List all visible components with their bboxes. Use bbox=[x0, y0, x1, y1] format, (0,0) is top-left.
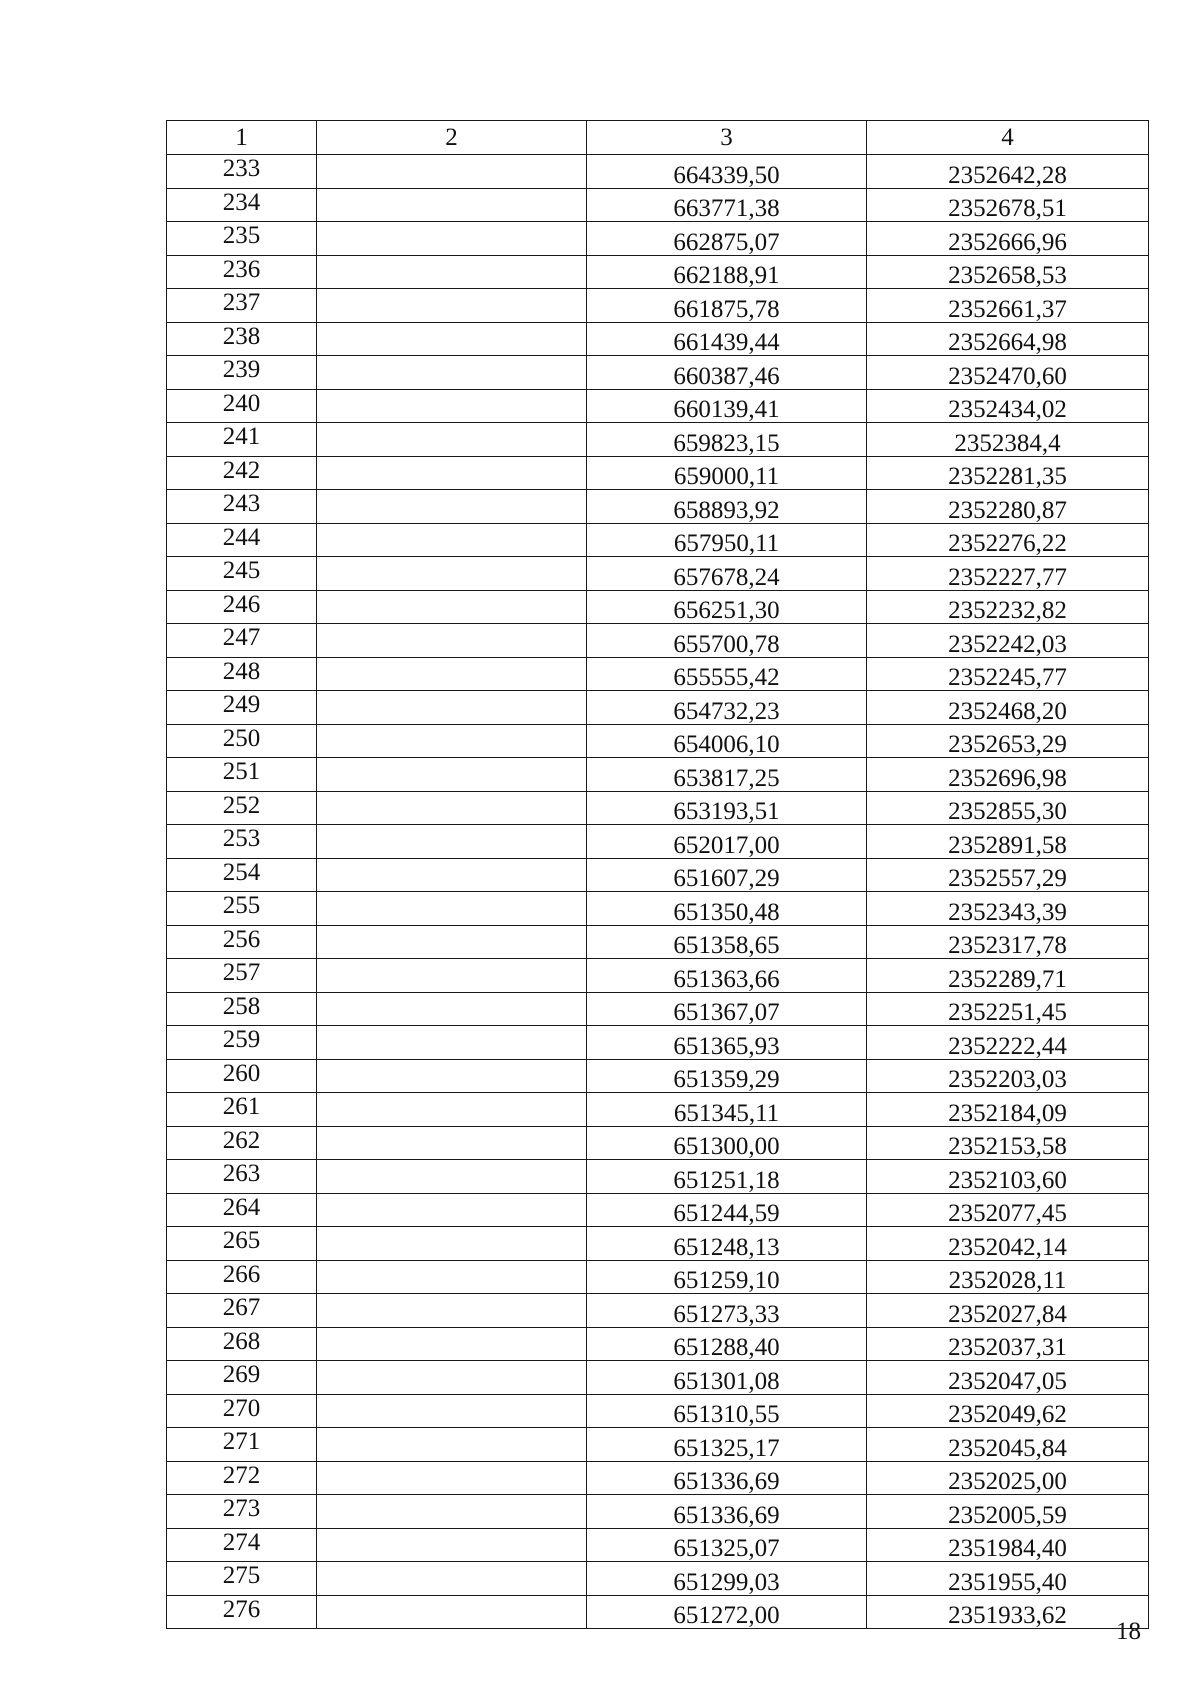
table-row bbox=[167, 1461, 1149, 1495]
table-row bbox=[167, 992, 1149, 1026]
description-cell bbox=[317, 557, 587, 591]
description-cell bbox=[317, 925, 587, 959]
description-cell bbox=[317, 1562, 587, 1596]
y-coordinate-cell: 2352037,31 bbox=[867, 1327, 1149, 1361]
x-coordinate-cell: 651251,18 bbox=[587, 1160, 867, 1194]
y-coordinate-cell: 2352042,14 bbox=[867, 1227, 1149, 1261]
description-cell bbox=[317, 1327, 587, 1361]
point-number-cell: 254 bbox=[167, 858, 317, 892]
table-row bbox=[167, 1595, 1149, 1629]
point-number-cell: 245 bbox=[167, 557, 317, 591]
point-number-cell: 255 bbox=[167, 892, 317, 926]
description-cell bbox=[317, 1093, 587, 1127]
point-number-cell: 241 bbox=[167, 423, 317, 457]
x-coordinate-cell: 651359,29 bbox=[587, 1059, 867, 1093]
description-cell bbox=[317, 724, 587, 758]
table-row bbox=[167, 456, 1149, 490]
description-cell bbox=[317, 523, 587, 557]
y-coordinate-cell: 2352664,98 bbox=[867, 322, 1149, 356]
point-number-cell: 265 bbox=[167, 1227, 317, 1261]
y-coordinate-cell: 2352025,00 bbox=[867, 1461, 1149, 1495]
description-cell bbox=[317, 456, 587, 490]
point-number-cell: 242 bbox=[167, 456, 317, 490]
point-number-cell: 256 bbox=[167, 925, 317, 959]
point-number-cell: 261 bbox=[167, 1093, 317, 1127]
description-cell bbox=[317, 1495, 587, 1529]
x-coordinate-cell: 659823,15 bbox=[587, 423, 867, 457]
description-cell bbox=[317, 322, 587, 356]
point-number-cell: 275 bbox=[167, 1562, 317, 1596]
coordinates-table bbox=[166, 120, 1149, 1629]
x-coordinate-cell: 657678,24 bbox=[587, 557, 867, 591]
description-cell bbox=[317, 1428, 587, 1462]
header-cell-col-2: 2 bbox=[317, 121, 587, 155]
y-coordinate-cell: 2352203,03 bbox=[867, 1059, 1149, 1093]
table-row bbox=[167, 155, 1149, 189]
point-number-cell: 238 bbox=[167, 322, 317, 356]
description-cell bbox=[317, 1026, 587, 1060]
page-number: 18 bbox=[1116, 1618, 1141, 1645]
description-cell bbox=[317, 624, 587, 658]
point-number-cell: 235 bbox=[167, 222, 317, 256]
y-coordinate-cell: 2352153,58 bbox=[867, 1126, 1149, 1160]
point-number-cell: 234 bbox=[167, 188, 317, 222]
table-row bbox=[167, 255, 1149, 289]
point-number-cell: 253 bbox=[167, 825, 317, 859]
point-number-cell: 244 bbox=[167, 523, 317, 557]
table-row bbox=[167, 590, 1149, 624]
table-row bbox=[167, 691, 1149, 725]
point-number-cell: 240 bbox=[167, 389, 317, 423]
point-number-cell: 267 bbox=[167, 1294, 317, 1328]
point-number-cell: 259 bbox=[167, 1026, 317, 1060]
x-coordinate-cell: 657950,11 bbox=[587, 523, 867, 557]
x-coordinate-cell: 651272,00 bbox=[587, 1595, 867, 1629]
description-cell bbox=[317, 289, 587, 323]
table-row bbox=[167, 1160, 1149, 1194]
point-number-cell: 262 bbox=[167, 1126, 317, 1160]
table-header bbox=[167, 121, 1149, 155]
description-cell bbox=[317, 255, 587, 289]
table-row bbox=[167, 1327, 1149, 1361]
y-coordinate-cell: 2352642,28 bbox=[867, 155, 1149, 189]
description-cell bbox=[317, 858, 587, 892]
x-coordinate-cell: 658893,92 bbox=[587, 490, 867, 524]
point-number-cell: 236 bbox=[167, 255, 317, 289]
y-coordinate-cell: 2352049,62 bbox=[867, 1394, 1149, 1428]
y-coordinate-cell: 2352434,02 bbox=[867, 389, 1149, 423]
x-coordinate-cell: 651273,33 bbox=[587, 1294, 867, 1328]
x-coordinate-cell: 661439,44 bbox=[587, 322, 867, 356]
table-row bbox=[167, 791, 1149, 825]
description-cell bbox=[317, 1394, 587, 1428]
table-row bbox=[167, 1193, 1149, 1227]
table-row bbox=[167, 758, 1149, 792]
x-coordinate-cell: 651367,07 bbox=[587, 992, 867, 1026]
y-coordinate-cell: 2351955,40 bbox=[867, 1562, 1149, 1596]
x-coordinate-cell: 653193,51 bbox=[587, 791, 867, 825]
table-row bbox=[167, 925, 1149, 959]
table-row bbox=[167, 557, 1149, 591]
table-row bbox=[167, 892, 1149, 926]
description-cell bbox=[317, 691, 587, 725]
x-coordinate-cell: 651336,69 bbox=[587, 1495, 867, 1529]
description-cell bbox=[317, 155, 587, 189]
x-coordinate-cell: 652017,00 bbox=[587, 825, 867, 859]
point-number-cell: 247 bbox=[167, 624, 317, 658]
y-coordinate-cell: 2352005,59 bbox=[867, 1495, 1149, 1529]
description-cell bbox=[317, 657, 587, 691]
header-cell-col-3: 3 bbox=[587, 121, 867, 155]
y-coordinate-cell: 2352468,20 bbox=[867, 691, 1149, 725]
table-row bbox=[167, 1227, 1149, 1261]
point-number-cell: 263 bbox=[167, 1160, 317, 1194]
x-coordinate-cell: 651299,03 bbox=[587, 1562, 867, 1596]
description-cell bbox=[317, 791, 587, 825]
point-number-cell: 243 bbox=[167, 490, 317, 524]
table-row bbox=[167, 423, 1149, 457]
y-coordinate-cell: 2352343,39 bbox=[867, 892, 1149, 926]
x-coordinate-cell: 661875,78 bbox=[587, 289, 867, 323]
description-cell bbox=[317, 356, 587, 390]
point-number-cell: 274 bbox=[167, 1528, 317, 1562]
x-coordinate-cell: 651300,00 bbox=[587, 1126, 867, 1160]
table-row bbox=[167, 1126, 1149, 1160]
x-coordinate-cell: 651301,08 bbox=[587, 1361, 867, 1395]
header-cell-col-1: 1 bbox=[167, 121, 317, 155]
y-coordinate-cell: 2352103,60 bbox=[867, 1160, 1149, 1194]
description-cell bbox=[317, 1126, 587, 1160]
description-cell bbox=[317, 188, 587, 222]
description-cell bbox=[317, 758, 587, 792]
x-coordinate-cell: 664339,50 bbox=[587, 155, 867, 189]
table-row bbox=[167, 1093, 1149, 1127]
point-number-cell: 260 bbox=[167, 1059, 317, 1093]
y-coordinate-cell: 2352661,37 bbox=[867, 289, 1149, 323]
x-coordinate-cell: 655700,78 bbox=[587, 624, 867, 658]
y-coordinate-cell: 2352653,29 bbox=[867, 724, 1149, 758]
point-number-cell: 264 bbox=[167, 1193, 317, 1227]
y-coordinate-cell: 2352232,82 bbox=[867, 590, 1149, 624]
point-number-cell: 269 bbox=[167, 1361, 317, 1395]
point-number-cell: 258 bbox=[167, 992, 317, 1026]
point-number-cell: 250 bbox=[167, 724, 317, 758]
point-number-cell: 233 bbox=[167, 155, 317, 189]
x-coordinate-cell: 651310,55 bbox=[587, 1394, 867, 1428]
x-coordinate-cell: 656251,30 bbox=[587, 590, 867, 624]
y-coordinate-cell: 2352470,60 bbox=[867, 356, 1149, 390]
x-coordinate-cell: 655555,42 bbox=[587, 657, 867, 691]
description-cell bbox=[317, 490, 587, 524]
point-number-cell: 276 bbox=[167, 1595, 317, 1629]
description-cell bbox=[317, 590, 587, 624]
table-row bbox=[167, 1428, 1149, 1462]
x-coordinate-cell: 651607,29 bbox=[587, 858, 867, 892]
table-row bbox=[167, 1260, 1149, 1294]
description-cell bbox=[317, 389, 587, 423]
y-coordinate-cell: 2352028,11 bbox=[867, 1260, 1149, 1294]
y-coordinate-cell: 2352658,53 bbox=[867, 255, 1149, 289]
x-coordinate-cell: 651325,07 bbox=[587, 1528, 867, 1562]
description-cell bbox=[317, 423, 587, 457]
y-coordinate-cell: 2352045,84 bbox=[867, 1428, 1149, 1462]
table-row bbox=[167, 657, 1149, 691]
y-coordinate-cell: 2352317,78 bbox=[867, 925, 1149, 959]
x-coordinate-cell: 653817,25 bbox=[587, 758, 867, 792]
y-coordinate-cell: 2352281,35 bbox=[867, 456, 1149, 490]
table-row bbox=[167, 624, 1149, 658]
table-row bbox=[167, 289, 1149, 323]
y-coordinate-cell: 2352666,96 bbox=[867, 222, 1149, 256]
x-coordinate-cell: 662188,91 bbox=[587, 255, 867, 289]
x-coordinate-cell: 662875,07 bbox=[587, 222, 867, 256]
description-cell bbox=[317, 1059, 587, 1093]
point-number-cell: 237 bbox=[167, 289, 317, 323]
point-number-cell: 266 bbox=[167, 1260, 317, 1294]
point-number-cell: 272 bbox=[167, 1461, 317, 1495]
description-cell bbox=[317, 1193, 587, 1227]
x-coordinate-cell: 651248,13 bbox=[587, 1227, 867, 1261]
x-coordinate-cell: 651244,59 bbox=[587, 1193, 867, 1227]
y-coordinate-cell: 2351933,62 bbox=[867, 1595, 1149, 1629]
header-cell-col-4: 4 bbox=[867, 121, 1149, 155]
point-number-cell: 239 bbox=[167, 356, 317, 390]
table-row bbox=[167, 1562, 1149, 1596]
table-body bbox=[167, 155, 1149, 1629]
table-row bbox=[167, 724, 1149, 758]
table-row bbox=[167, 959, 1149, 993]
y-coordinate-cell: 2352678,51 bbox=[867, 188, 1149, 222]
point-number-cell: 249 bbox=[167, 691, 317, 725]
x-coordinate-cell: 651363,66 bbox=[587, 959, 867, 993]
point-number-cell: 252 bbox=[167, 791, 317, 825]
description-cell bbox=[317, 992, 587, 1026]
y-coordinate-cell: 2352251,45 bbox=[867, 992, 1149, 1026]
description-cell bbox=[317, 1160, 587, 1194]
y-coordinate-cell: 2352227,77 bbox=[867, 557, 1149, 591]
x-coordinate-cell: 651358,65 bbox=[587, 925, 867, 959]
table-row bbox=[167, 523, 1149, 557]
x-coordinate-cell: 651288,40 bbox=[587, 1327, 867, 1361]
y-coordinate-cell: 2352047,05 bbox=[867, 1361, 1149, 1395]
x-coordinate-cell: 651325,17 bbox=[587, 1428, 867, 1462]
table-row bbox=[167, 222, 1149, 256]
table-row bbox=[167, 1394, 1149, 1428]
x-coordinate-cell: 651345,11 bbox=[587, 1093, 867, 1127]
y-coordinate-cell: 2352184,09 bbox=[867, 1093, 1149, 1127]
y-coordinate-cell: 2351984,40 bbox=[867, 1528, 1149, 1562]
y-coordinate-cell: 2352027,84 bbox=[867, 1294, 1149, 1328]
point-number-cell: 271 bbox=[167, 1428, 317, 1462]
x-coordinate-cell: 651350,48 bbox=[587, 892, 867, 926]
description-cell bbox=[317, 959, 587, 993]
y-coordinate-cell: 2352276,22 bbox=[867, 523, 1149, 557]
description-cell bbox=[317, 1595, 587, 1629]
table-row bbox=[167, 1361, 1149, 1395]
description-cell bbox=[317, 1227, 587, 1261]
table-row bbox=[167, 825, 1149, 859]
point-number-cell: 270 bbox=[167, 1394, 317, 1428]
table-row bbox=[167, 389, 1149, 423]
y-coordinate-cell: 2352855,30 bbox=[867, 791, 1149, 825]
y-coordinate-cell: 2352557,29 bbox=[867, 858, 1149, 892]
x-coordinate-cell: 660139,41 bbox=[587, 389, 867, 423]
x-coordinate-cell: 654732,23 bbox=[587, 691, 867, 725]
table-row bbox=[167, 858, 1149, 892]
description-cell bbox=[317, 1260, 587, 1294]
table-row bbox=[167, 490, 1149, 524]
x-coordinate-cell: 663771,38 bbox=[587, 188, 867, 222]
table-row bbox=[167, 1495, 1149, 1529]
point-number-cell: 257 bbox=[167, 959, 317, 993]
point-number-cell: 248 bbox=[167, 657, 317, 691]
y-coordinate-cell: 2352222,44 bbox=[867, 1026, 1149, 1060]
table-row bbox=[167, 1528, 1149, 1562]
y-coordinate-cell: 2352242,03 bbox=[867, 624, 1149, 658]
y-coordinate-cell: 2352891,58 bbox=[867, 825, 1149, 859]
header-row bbox=[167, 121, 1149, 155]
y-coordinate-cell: 2352077,45 bbox=[867, 1193, 1149, 1227]
table-row bbox=[167, 188, 1149, 222]
x-coordinate-cell: 651365,93 bbox=[587, 1026, 867, 1060]
x-coordinate-cell: 654006,10 bbox=[587, 724, 867, 758]
description-cell bbox=[317, 1528, 587, 1562]
description-cell bbox=[317, 1461, 587, 1495]
x-coordinate-cell: 651259,10 bbox=[587, 1260, 867, 1294]
description-cell bbox=[317, 825, 587, 859]
table-row bbox=[167, 1059, 1149, 1093]
table-row bbox=[167, 356, 1149, 390]
y-coordinate-cell: 2352245,77 bbox=[867, 657, 1149, 691]
y-coordinate-cell: 2352280,87 bbox=[867, 490, 1149, 524]
description-cell bbox=[317, 1361, 587, 1395]
point-number-cell: 273 bbox=[167, 1495, 317, 1529]
x-coordinate-cell: 651336,69 bbox=[587, 1461, 867, 1495]
y-coordinate-cell: 2352384,4 bbox=[867, 423, 1149, 457]
x-coordinate-cell: 660387,46 bbox=[587, 356, 867, 390]
description-cell bbox=[317, 222, 587, 256]
x-coordinate-cell: 659000,11 bbox=[587, 456, 867, 490]
table-row bbox=[167, 322, 1149, 356]
table-row bbox=[167, 1026, 1149, 1060]
y-coordinate-cell: 2352696,98 bbox=[867, 758, 1149, 792]
point-number-cell: 268 bbox=[167, 1327, 317, 1361]
description-cell bbox=[317, 892, 587, 926]
table-row bbox=[167, 1294, 1149, 1328]
point-number-cell: 251 bbox=[167, 758, 317, 792]
point-number-cell: 246 bbox=[167, 590, 317, 624]
description-cell bbox=[317, 1294, 587, 1328]
y-coordinate-cell: 2352289,71 bbox=[867, 959, 1149, 993]
